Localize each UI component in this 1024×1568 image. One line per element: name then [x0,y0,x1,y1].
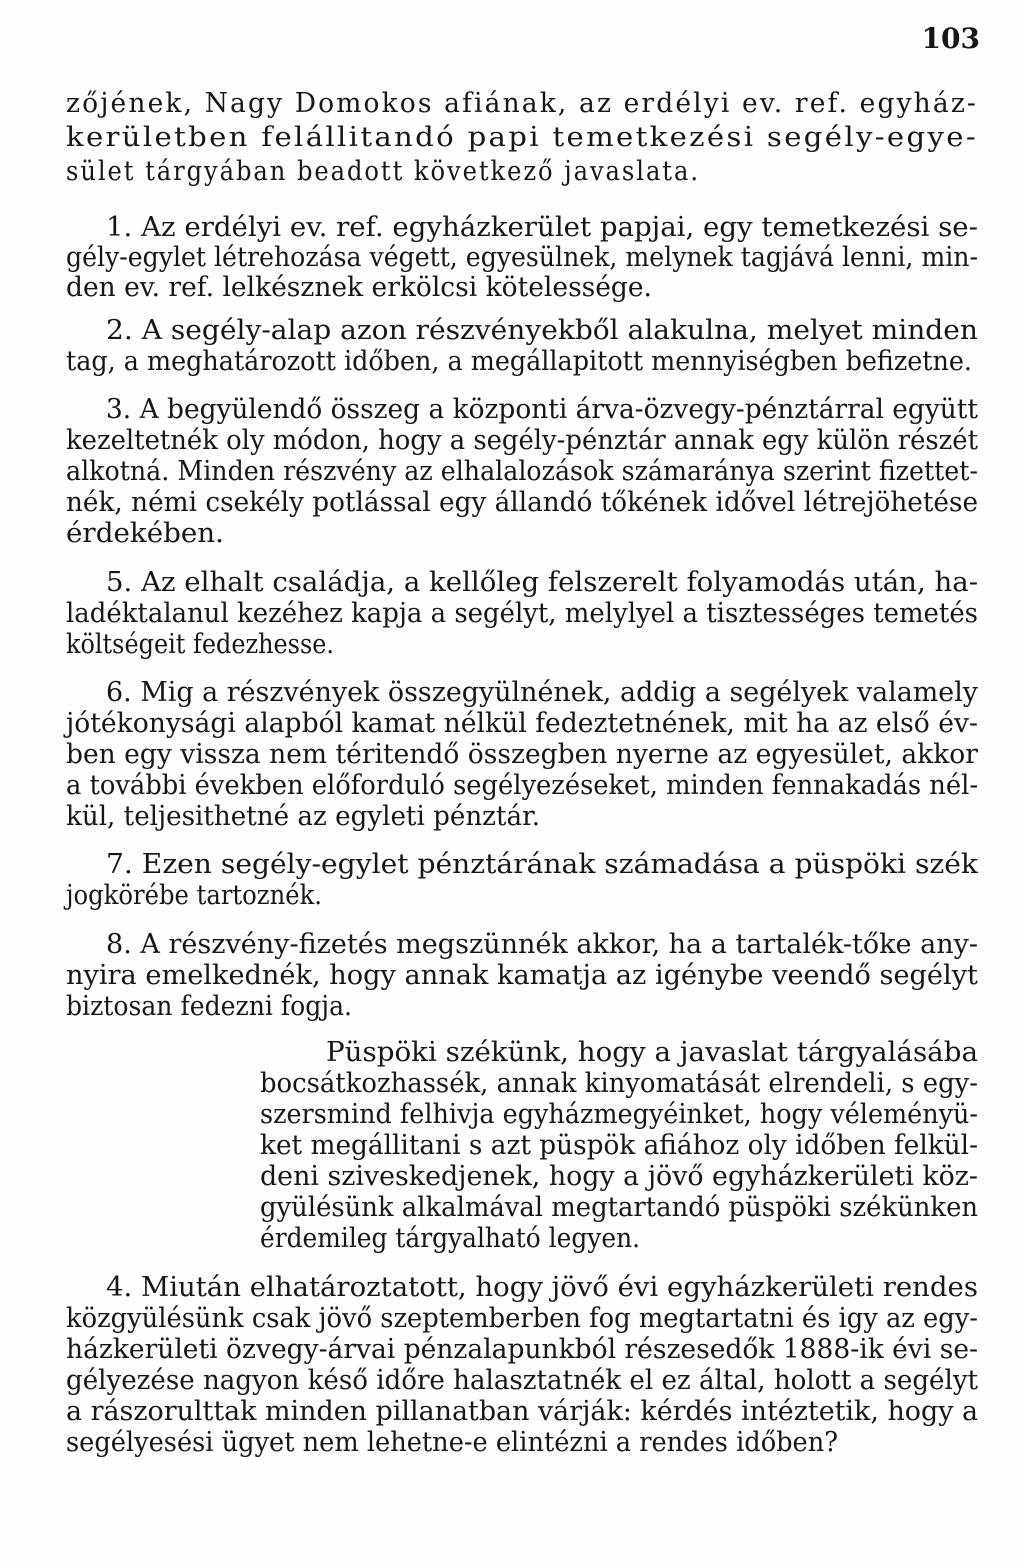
text-line: deni sziveskedjenek, hogy a jövő egyházkerületi köz- [260,1160,979,1192]
text-line: tag, a meghatározott időben, a megállapitott mennyiségben befizetne. [66,345,973,377]
text-line: kül, teljesithetné az egyleti pénztár. [66,800,541,832]
text-line: ben egy vissza nem téritendő összegben nyerne az egyesület, akkor [66,738,978,770]
text-line: zőjének, Nagy Domokos afiának, az erdélyi ev. ref. egyház- [66,87,979,119]
text-line: 2. A segély-alap azon részvényekből alakulna, melyet minden [106,314,978,346]
text-line: költségeit fedezhesse. [66,628,334,660]
text-line: jogkörébe tartoznék. [66,879,323,911]
text-line: gély-egylet létrehozása végett, egyesülnek, melynek tagjává lenni, min- [66,241,978,273]
text-line: jótékonysági alapból kamat nélkül fedeztetnének, mit ha az első év- [66,707,978,739]
text-line: bocsátkozhassék, annak kinyomatását elrendeli, s egy- [260,1067,978,1099]
text-line: 6. Mig a részvények összegyülnének, addig a segélyek valamely [106,676,979,708]
text-line: nék, némi csekély potlással egy állandó tőkének idővel létrejöhetése [66,486,979,518]
text-line: ket megállitani s azt püspök afiához oly időben felkül- [260,1129,979,1161]
text-line: érdemileg tárgyalható legyen. [260,1222,641,1254]
text-line: segélyesési ügyet nem lehetne-e elintézni a rendes időben? [66,1426,838,1458]
text-line: 4. Miután elhatároztatott, hogy jövő évi egyházkerületi rendes [106,1271,978,1303]
text-line: 1. Az erdélyi ev. ref. egyházkerület papjai, egy temetkezési se- [106,211,978,243]
text-line: gyülésünk alkalmával megtartandó püspöki székünken [260,1191,979,1223]
text-line: 8. A részvény-fizetés megszünnék akkor, ha a tartalék-tőke any- [106,928,979,960]
text-line: közgyülésünk csak jövő szeptemberben fog megtartatni és igy az egy- [66,1302,978,1334]
text-line: alkotná. Minden részvény az elhalalozások számaránya szerint fizettet- [66,455,978,487]
text-line: nyira emelkednék, hogy annak kamatja az igénybe veendő segélyt [66,959,978,991]
text-line: a további években előforduló segélyezéseket, minden fennakadás nél- [66,769,979,801]
text-line: 3. A begyülendő összeg a központi árva-özvegy-pénztárral együtt [106,393,978,425]
text-line: érdekében. [66,517,225,549]
text-line: házkerületi özvegy-árvai pénzalapunkból részesedők 1888-ik évi se- [66,1333,979,1365]
text-line: biztosan fedezni fogja. [66,990,353,1022]
text-line: szersmind felhivja egyházmegyéinket, hogy véleményü- [260,1098,979,1130]
text-line: ladéktalanul kezéhez kapja a segélyt, melylyel a tisztességes temetés [66,597,979,629]
text-line: Püspöki székünk, hogy a javaslat tárgyalásába [326,1036,978,1068]
text-line: a rászorulttak minden pillanatban várják: kérdés intéztetik, hogy a [66,1395,979,1427]
text-line: sület tárgyában beadott következő javaslata. [66,155,700,187]
text-line: kezeltetnék oly módon, hogy a segély-pénztár annak egy külön részét [66,424,978,456]
text-line: den ev. ref. lelkésznek erkölcsi kötelessége. [66,271,652,303]
text-line: kerületben felállitandó papi temetkezési segély-egye- [66,121,979,153]
text-line: 5. Az elhalt családja, a kellőleg felszerelt folyamodás után, ha- [106,566,979,598]
text-line: gélyezése nagyon késő időre halasztatnék el ez által, holott a segélyt [66,1364,979,1396]
page-number: 103 [921,22,980,55]
text-line: 7. Ezen segély-egylet pénztárának számadása a püspöki szék [106,848,978,880]
